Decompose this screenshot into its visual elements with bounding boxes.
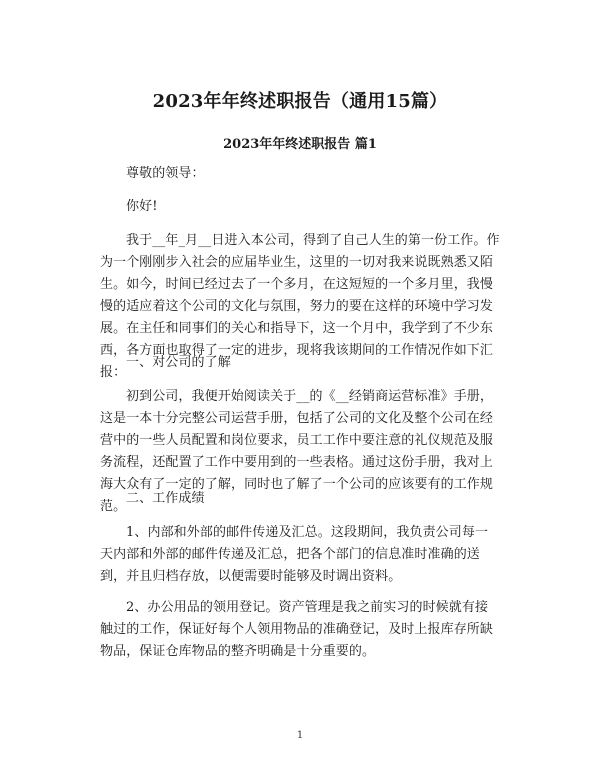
section-title: 2023年年终述职报告 篇1	[223, 137, 377, 152]
page-number: 1	[296, 730, 304, 741]
salutation: 尊敬的领导：	[126, 166, 205, 181]
paragraph-office-supplies: 2、办公用品的领用登记。资产管理是我之前实习的时候就有接触过的工作，保证好每个人领用物品的准确登记，及时上报库存所缺物品，保证仓库物品的整齐明确是十分重要的。	[100, 600, 494, 659]
paragraph-company-understanding: 初到公司，我便开始阅读关于__的《__经销商运营标准》手册，这是一本十分完整公司运营手册，包括了公司的文化及整个公司在经营中的一些人员配置和岗位要求，员工工作中要注意的礼仪规范及服务流程，还配置了工作中要用到的一些表格。通过这份手册，我对上海大众有了一定的了解，同时也了解了一个公司的应该要有的工作规范。	[100, 389, 494, 514]
greeting: 你好!	[126, 199, 158, 214]
paragraph-intro: 我于__年_月__日进入本公司，得到了自己人生的第一份工作。作为一个刚刚步入社会的应届毕业生，这里的一切对我来说既熟悉又陌生。如今，时间已经过去了一个多月，在这短短的一个多月里，我慢慢的适应着这个公司的文化与氛围，努力的要在这样的环境中学习发展。在主任和同事们的关心和指导下，这一个月中，我学到了不少东西，各方面也取得了一定的进步，现将我该期间的工作情况作如下汇报：	[100, 233, 500, 380]
heading-company-understanding: 一、对公司的了解	[126, 355, 231, 370]
paragraph-mail-handling: 1、内部和外部的邮件传递及汇总。这段期间，我负责公司每一天内部和外部的邮件传递及汇总，把各个部门的信息准时准确的送到，并且归档存放，以便需要时能够及时调出资料。	[100, 525, 489, 584]
heading-work-results: 二、工作成绩	[126, 491, 205, 506]
document-title: 2023年年终述职报告（通用15篇）	[152, 91, 448, 112]
